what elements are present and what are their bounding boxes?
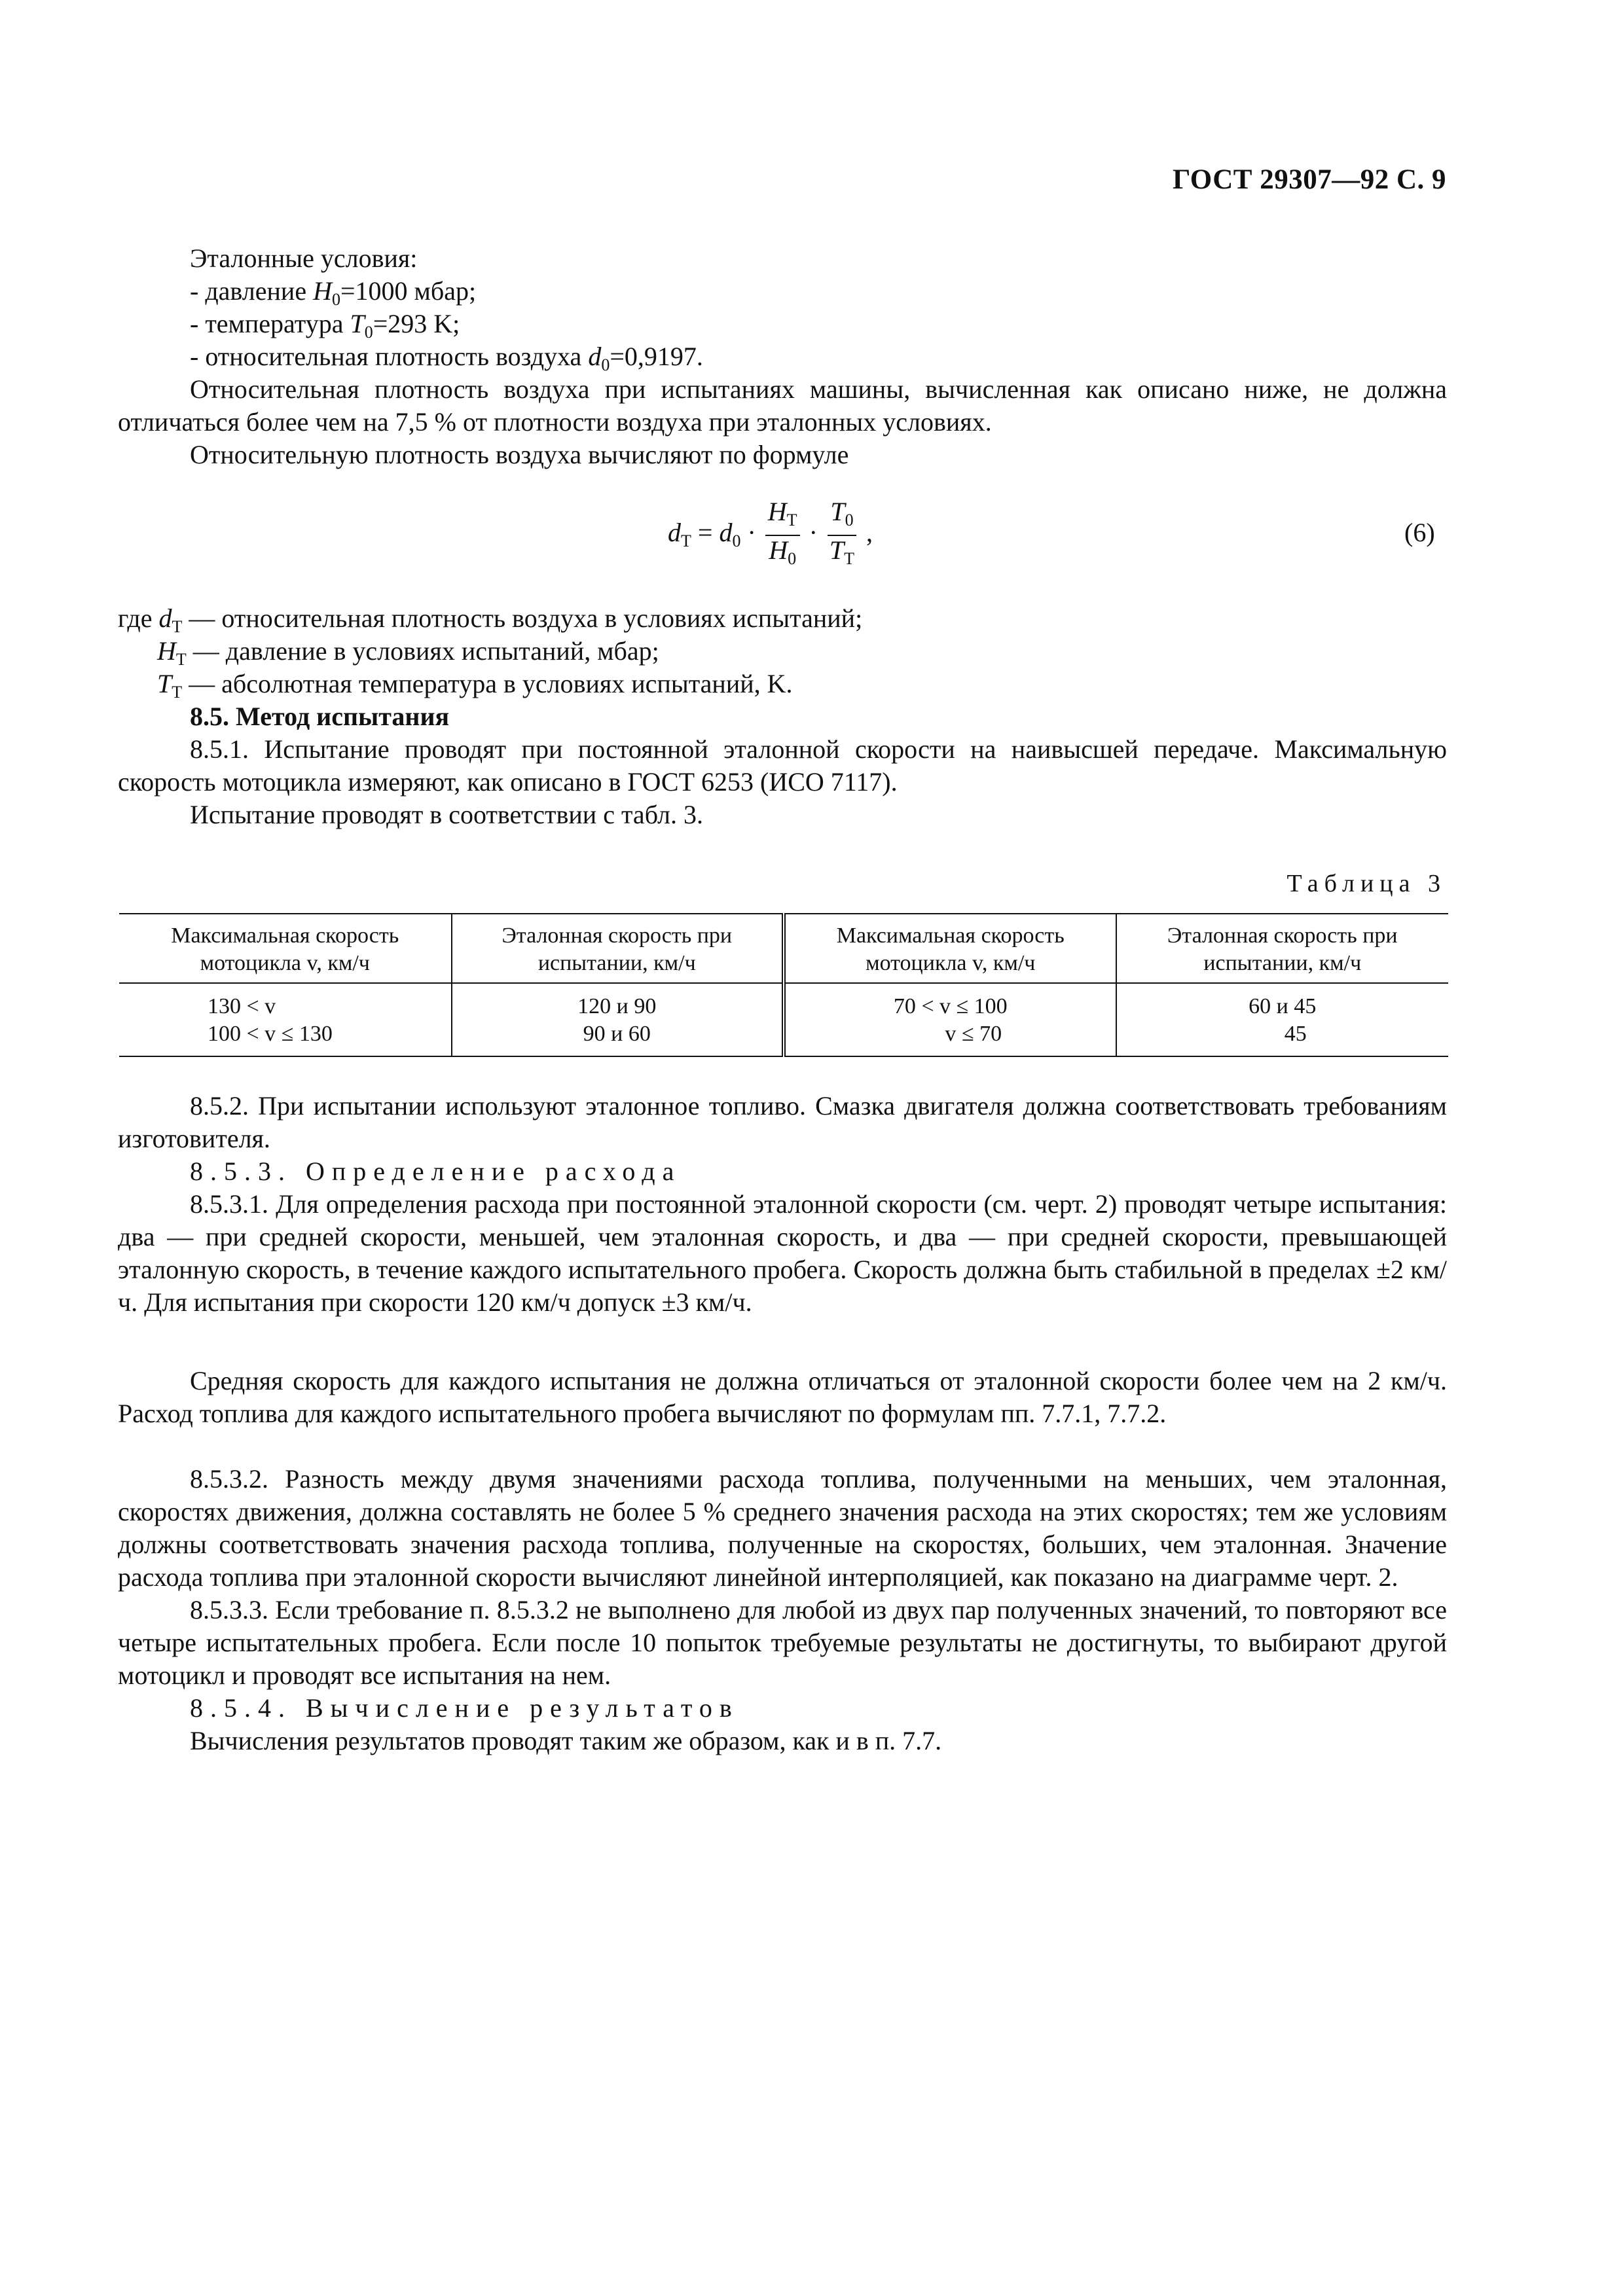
- page-header: ГОСТ 29307—92 С. 9: [1172, 164, 1446, 195]
- paragraph-table-ref: Испытание проводят в соответствии с табл. 3.: [190, 800, 704, 829]
- fraction-pressure: $\frac{H_T}{H_0}$: [765, 497, 800, 573]
- formula-6: $d_T = d_0$ · $\frac{H_T}{H_0}$ · $\frac{T_0}{T_T}$ ,: [668, 497, 873, 576]
- table-header: Эталонная скорость при испытании, км/ч: [452, 914, 784, 983]
- table-3: [119, 913, 1448, 1057]
- paragraph-8-5-2: 8.5.2. При испытании используют эталонное топливо. Смазка двигателя должна соответствовать требованиям изготовителя.: [118, 1091, 1447, 1153]
- where-line-h: $H_T$ — давление в условиях испытаний, мбар;: [157, 636, 659, 669]
- table-cell: 60 и 45 45: [1116, 983, 1449, 1056]
- table-cell: 120 и 90 90 и 60: [452, 983, 784, 1056]
- table-cell: 70 < v ≤ 100 v ≤ 70: [784, 983, 1116, 1056]
- paragraph-8-5-1: 8.5.1. Испытание проводят при постоянной эталонной скорости на наивысшей передаче. Максимальную скорость мотоцикла измеряют, как описано в ГОСТ 6253 (ИСО 7117).: [118, 734, 1447, 797]
- conditions-title: Эталонные условия:: [190, 243, 418, 273]
- paragraph-average-speed: Средняя скорость для каждого испытания не должна отличаться от эталонной скорости более чем на 2 км/ч. Расход топлива для каждого испытательного пробега вычисляют по формулам пп. 7.7.1, 7.7.2.: [118, 1366, 1447, 1428]
- subsection-heading-8-5-4: 8.5.4. Вычисление результатов: [190, 1693, 739, 1723]
- condition-temperature: - температура $T_0=293$ K;: [190, 309, 460, 342]
- paragraph-density: Относительная плотность воздуха при испытаниях машины, вычисленная как описано ниже, не должна отличаться более чем на 7,5 % от плотности воздуха при эталонных условиях.: [118, 374, 1447, 437]
- paragraph-8-5-3-1: 8.5.3.1. Для определения расхода при постоянной эталонной скорости (см. черт. 2) проводят четыре испытания: два — при средней скорости, меньшей, чем эталонная скорость, и два — при средней скорости, превышающей эталонную скорость, в течение каждого испытательного пробега. Скорость должна быть стабильной в пределах ±2 км/ч. Для испытания при скорости 120 км/ч допуск ±3 км/ч.: [118, 1189, 1447, 1317]
- table-header: Эталонная скорость при испытании, км/ч: [1116, 914, 1449, 983]
- table-cell: 130 < v 100 < v ≤ 130: [119, 983, 452, 1056]
- condition-density: - относительная плотность воздуха $d_0=0,9197$.: [190, 342, 703, 374]
- section-heading-8-5: 8.5. Метод испытания: [190, 702, 450, 731]
- table-header-row: [119, 914, 1448, 983]
- formula-number: (6): [1404, 518, 1435, 547]
- table-row: [119, 983, 1448, 1056]
- paragraph-8-5-3-2: 8.5.3.2. Разность между двумя значениями расхода топлива, полученными на меньших, чем эталонная, скоростях движения, должна составлять не более 5 % среднего значения расхода на этих скоростях; тем же условиям должны соответствовать значения расхода топлива, полученные на скоростях, больших, чем эталонная. Значение расхода топлива при эталонной скорости вычисляют линейной интерполяцией, как показано на диаграмме черт. 2.: [118, 1464, 1447, 1592]
- table-header: Максимальная скорость мотоцикла v, км/ч: [784, 914, 1116, 983]
- paragraph-formula-intro: Относительную плотность воздуха вычисляют по формуле: [190, 440, 849, 469]
- table-header: Максимальная скорость мотоцикла v, км/ч: [119, 914, 452, 983]
- table-caption: Таблица 3: [1286, 870, 1446, 897]
- where-line-d: где $d_T$ — относительная плотность воздуха в условиях испытаний;: [118, 603, 863, 636]
- paragraph-8-5-3-3: 8.5.3.3. Если требование п. 8.5.3.2 не выполнено для любой из двух пар полученных значений, то повторяют все четыре испытательных пробега. Если после 10 попыток требуемые результаты не достигнуты, то выбирают другой мотоцикл и проводят все испытания на нем.: [118, 1595, 1447, 1690]
- condition-pressure: - давление $H_0=1000$ мбар;: [190, 276, 477, 309]
- paragraph-final: Вычисления результатов проводят таким же образом, как и в п. 7.7.: [190, 1726, 942, 1755]
- subsection-heading-8-5-3: 8.5.3. Определение расхода: [190, 1157, 682, 1186]
- fraction-temperature: $\frac{T_0}{T_T}$: [827, 497, 857, 573]
- where-line-t: $T_T$ — абсолютная температура в условиях испытаний, K.: [157, 669, 793, 702]
